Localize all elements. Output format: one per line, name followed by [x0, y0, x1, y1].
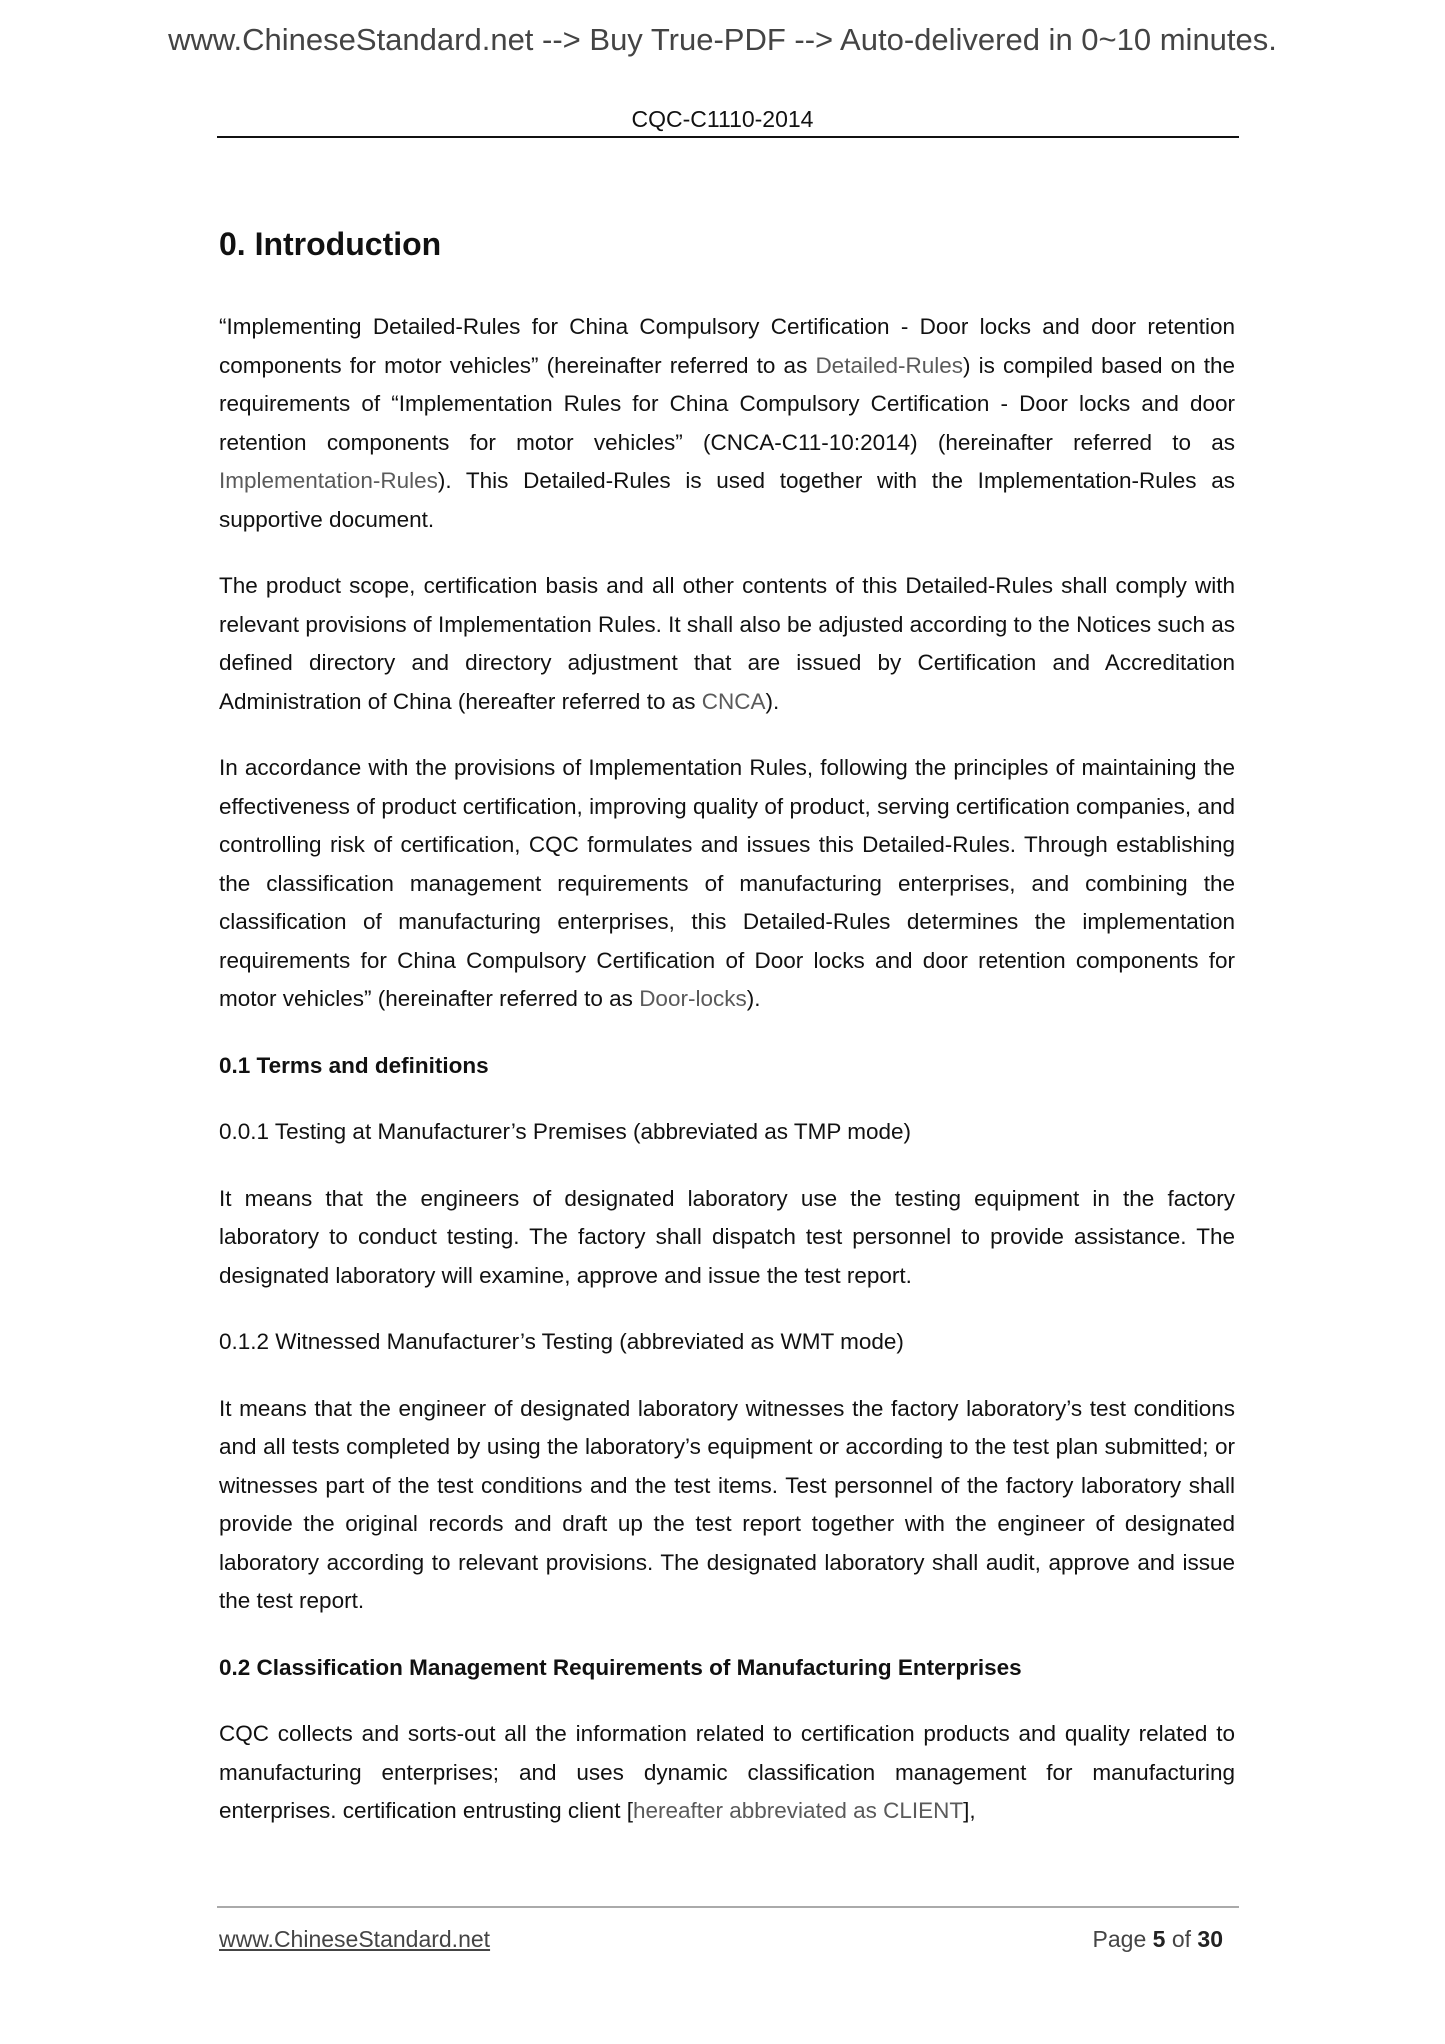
intro-paragraph-2: [219, 567, 1235, 721]
term-heading-wmt: 0.1.2 Witnessed Manufacturer’s Testing (abbreviated as WMT mode): [219, 1329, 904, 1354]
header-banner: www.ChineseStandard.net --> Buy True-PDF --> Auto-delivered in 0~10 minutes.: [168, 22, 1277, 57]
page-number: [1093, 1926, 1223, 1953]
header-divider: [217, 136, 1239, 138]
term-door-locks: Door-locks: [639, 986, 747, 1011]
page-content: [219, 220, 1235, 1859]
intro-paragraph-1: [219, 308, 1235, 539]
page-of-label: of: [1165, 1926, 1198, 1952]
page-label: Page: [1092, 1926, 1153, 1952]
intro-paragraph-3: [219, 749, 1235, 1019]
tmp-definition: It means that the engineers of designated laboratory use the testing equipment in the factory laboratory to conduct testing. The factory shall dispatch test personnel to provide assistance. The designated laboratory will examine, approve and issue the test report.: [219, 1185, 1235, 1288]
document-id: CQC-C1110-2014: [631, 106, 814, 132]
text-run: ).: [765, 688, 780, 714]
classification-paragraph: [219, 1715, 1235, 1831]
text-run: The product scope, certification basis and all other contents of this Detailed-Rules shall comply with relevant provisions of Implementation Rules. It shall also be adjusted according to the Notices such as defined directory and directory adjustment that are issued by Certification and Accreditation Administration of China (hereafter referred to as: [219, 573, 1235, 714]
text-run: ). This Detailed-Rules is used together with the Implementation-Rules as supportive document.: [219, 468, 1235, 532]
subsection-heading-terms: 0.1 Terms and definitions: [219, 1052, 489, 1078]
footer-website-link[interactable]: www.ChineseStandard.net: [219, 1926, 491, 1952]
text-run: ],: [963, 1798, 976, 1823]
current-page: 5: [1152, 1926, 1166, 1952]
text-run: In accordance with the provisions of Implementation Rules, following the principles of maintaining the effectiveness of product certification, improving quality of product, serving certification companies, and controlling risk of certification, CQC formulates and issues this Detailed-Rules. Through establishing the classification management requirements of manufacturing enterprises, and combining the classification of manufacturing enterprises, this Detailed-Rules determines the implementation requirements for China Compulsory Certification of Door locks and door retention components for motor vehicles” (hereinafter referred to as: [219, 755, 1235, 1011]
wmt-definition: It means that the engineer of designated laboratory witnesses the factory laboratory’s test conditions and all tests completed by using the laboratory’s equipment or according to the test plan submitted; or witnesses part of the test conditions and the test items. Test personnel of the factory laboratory shall provide the original records and draft up the test report together with the engineer of designated laboratory according to relevant provisions. The designated laboratory shall audit, approve and issue the test report.: [219, 1395, 1235, 1613]
text-run: ).: [746, 986, 761, 1011]
subsection-heading-classification: 0.2 Classification Management Requirements of Manufacturing Enterprises: [219, 1654, 1022, 1680]
section-title: 0. Introduction: [219, 226, 442, 262]
term-implementation-rules: Implementation-Rules: [219, 468, 438, 493]
term-heading-tmp: 0.0.1 Testing at Manufacturer’s Premises (abbreviated as TMP mode): [219, 1119, 912, 1144]
footer-divider: [217, 1906, 1239, 1908]
text-run: “Implementing Detailed-Rules for China Compulsory Certification - Door locks and door retention components for motor vehicles” (hereinafter referred to as: [219, 314, 1235, 378]
term-client: hereafter abbreviated as CLIENT: [632, 1798, 964, 1823]
text-run: ) is compiled based on the requirements of “Implementation Rules for China Compulsory Certification - Door locks and door retention components for motor vehicles” (CNCA-C11-10:2014) (hereinafter referred to as: [219, 352, 1235, 455]
total-pages: 30: [1197, 1926, 1223, 1952]
term-cnca: CNCA: [701, 688, 766, 714]
term-detailed-rules: Detailed-Rules: [815, 352, 964, 378]
text-run: CQC collects and sorts-out all the information related to certification products and quality related to manufacturing enterprises; and uses dynamic classification management for manufacturing enterprises. certification entrusting client [: [219, 1721, 1235, 1823]
